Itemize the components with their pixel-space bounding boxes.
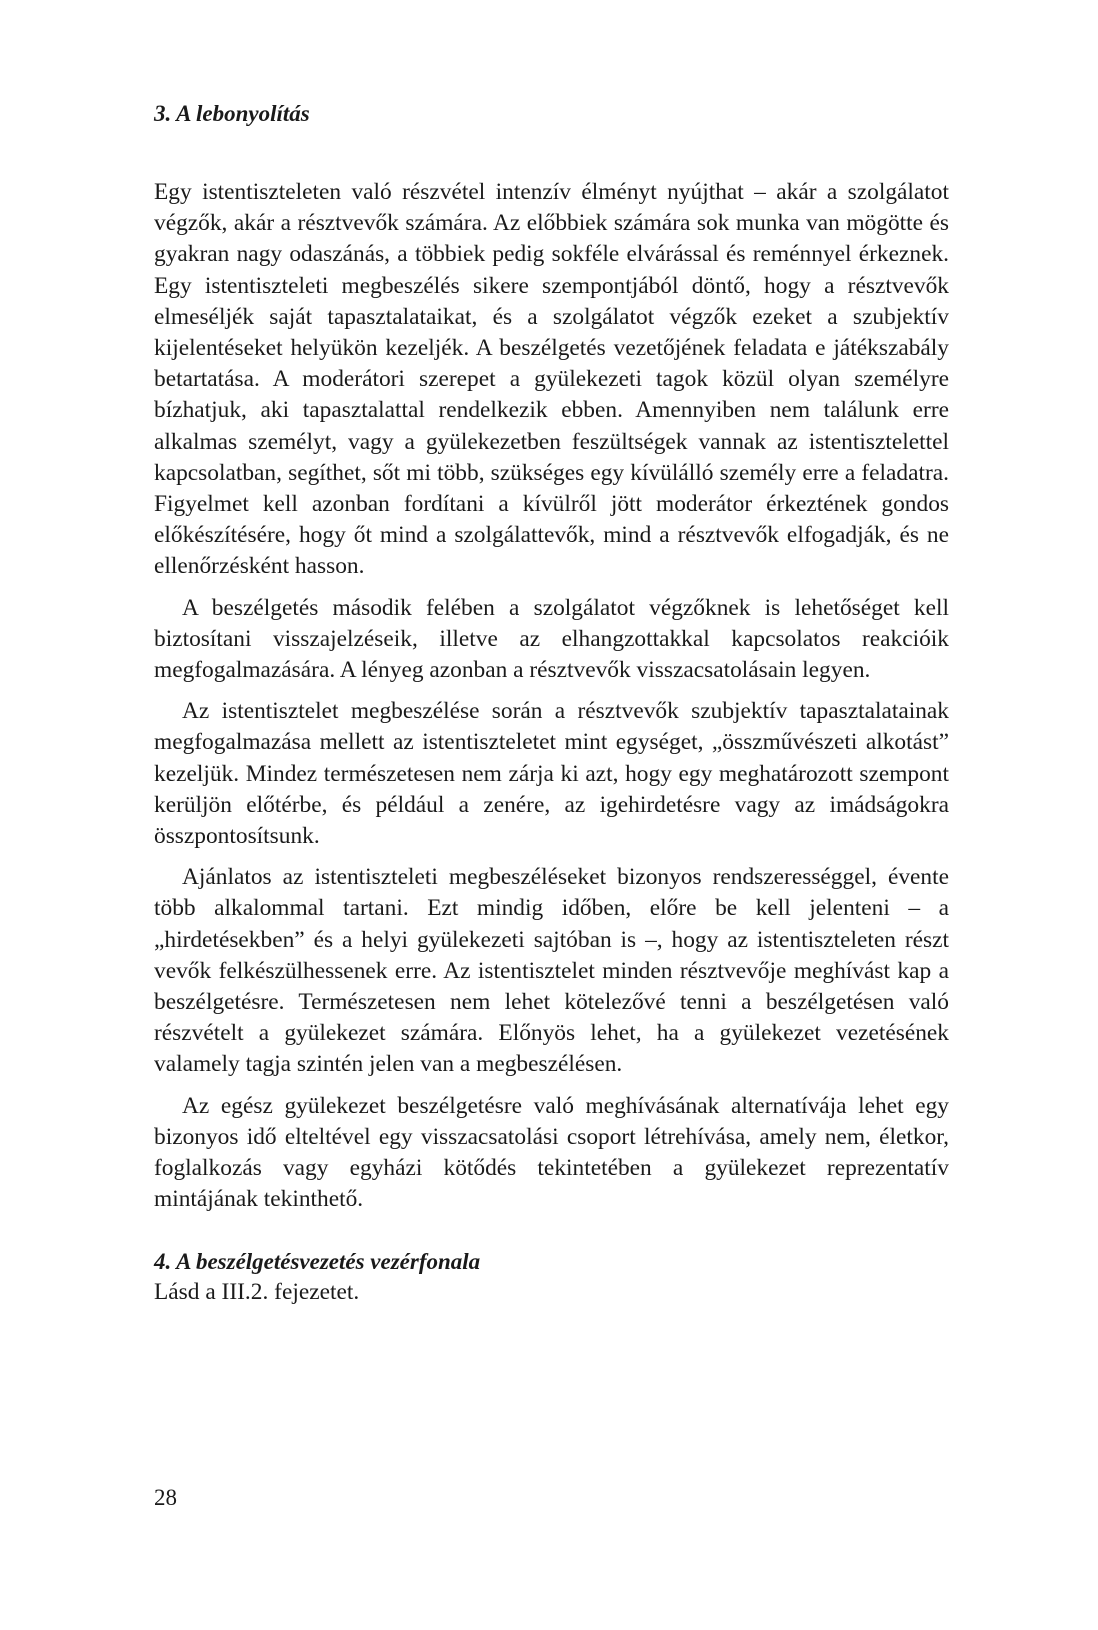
paragraph-1: Egy istentiszteleten való részvétel intenzív élményt nyújthat – akár a szolgálatot végzők, akár a résztvevők számára. Az előbbiek számára sok munka van mögötte és gyakran nagy odaszánás, a többiek pedig sokféle elvárással és reménnyel érkeznek. Egy istentiszteleti megbeszélés sikere szempontjából döntő, hogy a résztvevők elmeséljék saját tapasztalataikat, és a szolgálatot végzők ezeket a szubjektív kijelentéseket helyükön kezeljék. A beszélgetés vezetőjének feladata e játékszabály betartatása. A moderátori szerepet a gyülekezeti tagok közül olyan személyre bízhatjuk, aki tapasztalattal rendelkezik ebben. Amennyiben nem találunk erre alkalmas személyt, vagy a gyülekezetben feszültségek vannak az istentisztelettel kapcsolatban, segíthet, sőt mi több, szükséges egy kívülálló személy erre a feladatra. Figyelmet kell azonban fordítani a kívülről jött moderátor érkeztének gondos előkészítésére, hogy őt mind a szolgálattevők, mind a résztvevők elfogadják, és ne ellenőrzésként hasson. [154,179,949,580]
paragraph-4: Ajánlatos az istentiszteleti megbeszéléseket bizonyos rendszerességgel, évente több alkalommal tartani. Ezt mindig időben, előre be kell jelenteni – a „hirdetésekben” és a helyi gyülekezeti sajtóban is –, hogy az istentiszteleten részt vevők felkészülhessenek erre. Az istentisztelet minden résztvevője meghívást kap a beszélgetésre. Természetesen nem lehet kötelezővé tenni a beszélgetésen való részvételt a gyülekezet számára. Előnyös lehet, ha a gyülekezet vezetésének valamely tagja szintén jelen van a megbeszélésen. [154,864,949,1078]
section-heading-4: 4. A beszélgetésvezetés vezérfonala [154,1248,481,1274]
paragraph-2: A beszélgetés második felében a szolgálatot végzőknek is lehetőséget kell biztosítani visszajelzéseik, illetve az elhangzottakkal kapcsolatos reakcióik megfogalmazására. A lényeg azonban a résztvevők visszacsatolásain legyen. [154,594,949,684]
page-content [154,98,949,1308]
paragraph-5: Az egész gyülekezet beszélgetésre való meghívásának alternatívája lehet egy bizonyos idő elteltével egy visszacsatolási csoport létrehívása, amely nem, életkor, foglalkozás vagy egyházi kötődés tekintetében a gyülekezet reprezentatív mintájának tekinthető. [154,1092,949,1213]
chapter-reference: Lásd a III.2. fejezetet. [154,1278,360,1305]
section-heading-3: 3. A lebonyolítás [154,101,310,126]
paragraph-3: Az istentisztelet megbeszélése során a résztvevők szubjektív tapasztalatainak megfogalmazása mellett az istentiszteletet mint egységet, „összművészeti alkotást” kezeljük. Mindez természetesen nem zárja ki azt, hogy egy meghatározott szempont kerüljön előtérbe, és például a zenére, az igehirdetésre vagy az imádságokra összpontosítsunk. [154,698,949,850]
page-number: 28 [154,1485,177,1510]
